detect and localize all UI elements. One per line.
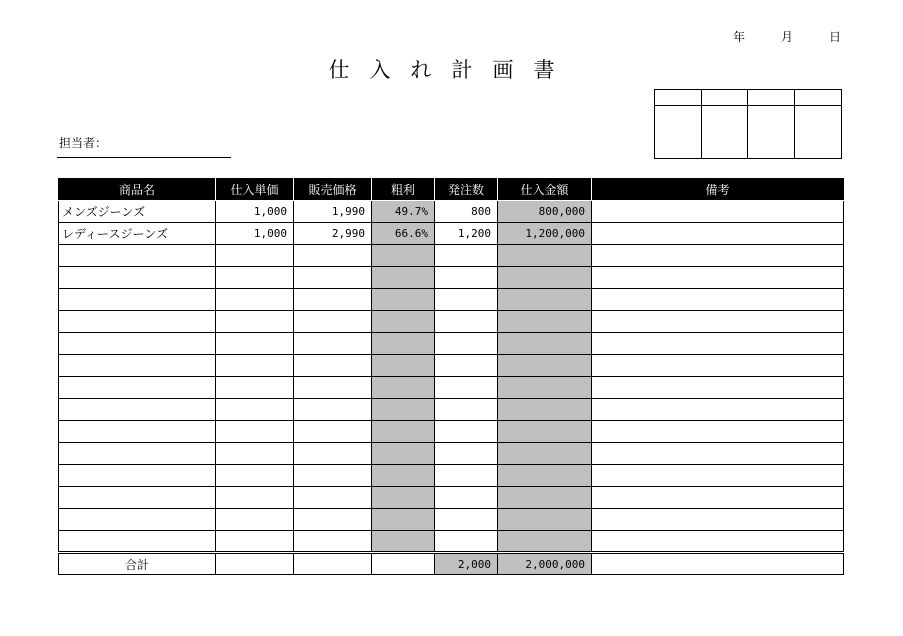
quantity-cell[interactable] [435,509,498,531]
note-cell[interactable] [592,487,844,509]
quantity-cell[interactable] [435,443,498,465]
amount-cell [498,333,592,355]
product-name-cell[interactable] [59,531,216,553]
table-row [59,289,844,311]
price-cell[interactable] [294,333,372,355]
table-row [59,377,844,399]
quantity-cell[interactable] [435,399,498,421]
total-margin-cell [372,553,435,575]
price-cell[interactable] [294,399,372,421]
product-name-cell[interactable] [59,443,216,465]
date-day-label: 日 [828,30,841,44]
person-in-charge-field[interactable] [57,157,231,158]
margin-cell: 49.7% [372,201,435,223]
quantity-cell[interactable] [435,421,498,443]
table-header-row [59,179,844,201]
product-name-cell[interactable] [59,311,216,333]
note-cell[interactable] [592,531,844,553]
price-cell[interactable] [294,531,372,553]
amount-cell [498,487,592,509]
price-cell[interactable]: 1,990 [294,201,372,223]
note-cell[interactable] [592,289,844,311]
margin-cell [372,311,435,333]
margin-cell [372,245,435,267]
table-row [59,509,844,531]
amount-cell [498,289,592,311]
table-row [59,311,844,333]
column-header-price: 販売価格 [294,179,372,201]
price-cell[interactable] [294,509,372,531]
quantity-cell[interactable] [435,333,498,355]
stamp-cell[interactable] [702,106,749,158]
amount-cell [498,311,592,333]
amount-cell [498,377,592,399]
product-name-cell[interactable] [59,465,216,487]
amount-cell [498,245,592,267]
unit-cost-cell[interactable] [216,531,294,553]
total-row [59,553,844,575]
table-row [59,267,844,289]
margin-cell [372,443,435,465]
date-field [733,28,841,45]
margin-cell [372,421,435,443]
total-price-cell [294,553,372,575]
product-name-cell[interactable] [59,399,216,421]
document-title: 仕入れ計画書 [328,58,575,82]
product-name-cell[interactable] [59,245,216,267]
price-cell[interactable] [294,443,372,465]
amount-cell [498,531,592,553]
note-cell[interactable] [592,223,844,245]
note-cell[interactable] [592,509,844,531]
quantity-cell[interactable] [435,267,498,289]
stamp-cell[interactable] [795,106,842,158]
margin-cell [372,487,435,509]
stamp-header-cell [702,90,749,106]
quantity-cell[interactable] [435,465,498,487]
price-cell[interactable] [294,355,372,377]
margin-cell [372,509,435,531]
amount-cell: 800,000 [498,201,592,223]
purchase-plan-table [58,178,844,575]
margin-cell [372,399,435,421]
price-cell[interactable] [294,311,372,333]
table-row [59,421,844,443]
column-header-note: 備考 [592,179,844,201]
column-header-amount: 仕入金額 [498,179,592,201]
quantity-cell[interactable] [435,355,498,377]
price-cell[interactable] [294,267,372,289]
stamp-cell[interactable] [748,106,795,158]
product-name-cell[interactable] [59,487,216,509]
amount-cell [498,355,592,377]
unit-cost-cell[interactable] [216,245,294,267]
unit-cost-cell[interactable]: 1,000 [216,201,294,223]
margin-cell [372,465,435,487]
table-row [59,465,844,487]
table-row [59,399,844,421]
price-cell[interactable] [294,289,372,311]
date-year-label: 年 [732,30,745,44]
price-cell[interactable] [294,245,372,267]
table-row [59,487,844,509]
amount-cell [498,267,592,289]
price-cell[interactable] [294,487,372,509]
quantity-cell[interactable]: 800 [435,201,498,223]
margin-cell [372,267,435,289]
margin-cell [372,333,435,355]
note-cell[interactable] [592,399,844,421]
unit-cost-cell[interactable] [216,509,294,531]
margin-cell: 66.6% [372,223,435,245]
total-amount-cell: 2,000,000 [498,553,592,575]
unit-cost-cell[interactable] [216,487,294,509]
stamp-header-cell [795,90,842,106]
person-in-charge-label: 担当者： [59,136,108,150]
unit-cost-cell[interactable] [216,311,294,333]
margin-cell [372,531,435,553]
product-name-cell[interactable]: メンズジーンズ [59,201,216,223]
note-cell[interactable] [592,465,844,487]
note-cell[interactable] [592,311,844,333]
quantity-cell[interactable]: 1,200 [435,223,498,245]
table-row [59,443,844,465]
quantity-cell[interactable] [435,531,498,553]
unit-cost-cell[interactable]: 1,000 [216,223,294,245]
margin-cell [372,377,435,399]
note-cell[interactable] [592,355,844,377]
unit-cost-cell[interactable] [216,355,294,377]
price-cell[interactable] [294,377,372,399]
unit-cost-cell[interactable] [216,465,294,487]
note-cell[interactable] [592,245,844,267]
unit-cost-cell[interactable] [216,289,294,311]
quantity-cell[interactable] [435,487,498,509]
price-cell[interactable] [294,465,372,487]
total-quantity-cell: 2,000 [435,553,498,575]
amount-cell [498,465,592,487]
note-cell[interactable] [592,333,844,355]
product-name-cell[interactable] [59,377,216,399]
total-unit-cost-cell [216,553,294,575]
product-name-cell[interactable] [59,333,216,355]
amount-cell [498,509,592,531]
unit-cost-cell[interactable] [216,267,294,289]
price-cell[interactable]: 2,990 [294,223,372,245]
note-cell[interactable] [592,267,844,289]
column-header-unit-cost: 仕入単価 [216,179,294,201]
total-label: 合計 [59,553,216,575]
column-header-product: 商品名 [59,179,216,201]
margin-cell [372,355,435,377]
product-name-cell[interactable] [59,421,216,443]
price-cell[interactable] [294,421,372,443]
table-row [59,201,844,223]
product-name-cell[interactable]: レディースジーンズ [59,223,216,245]
stamp-header-cell [748,90,795,106]
quantity-cell[interactable] [435,311,498,333]
note-cell[interactable] [592,201,844,223]
table-row [59,333,844,355]
note-cell[interactable] [592,443,844,465]
quantity-cell[interactable] [435,377,498,399]
column-header-margin: 粗利 [372,179,435,201]
quantity-cell[interactable] [435,245,498,267]
table-row [59,355,844,377]
amount-cell [498,421,592,443]
stamp-header-cell [655,90,702,106]
product-name-cell[interactable] [59,509,216,531]
table-row [59,223,844,245]
unit-cost-cell[interactable] [216,399,294,421]
amount-cell [498,443,592,465]
note-cell[interactable] [592,377,844,399]
amount-cell [498,399,592,421]
unit-cost-cell[interactable] [216,333,294,355]
unit-cost-cell[interactable] [216,421,294,443]
approval-stamp-box [654,89,842,159]
table-row [59,245,844,267]
stamp-cell[interactable] [655,106,702,158]
product-name-cell[interactable] [59,267,216,289]
amount-cell: 1,200,000 [498,223,592,245]
quantity-cell[interactable] [435,289,498,311]
unit-cost-cell[interactable] [216,377,294,399]
margin-cell [372,289,435,311]
column-header-quantity: 発注数 [435,179,498,201]
note-cell[interactable] [592,421,844,443]
product-name-cell[interactable] [59,355,216,377]
total-note-cell [592,553,844,575]
date-month-label: 月 [780,30,793,44]
product-name-cell[interactable] [59,289,216,311]
unit-cost-cell[interactable] [216,443,294,465]
table-row [59,531,844,553]
